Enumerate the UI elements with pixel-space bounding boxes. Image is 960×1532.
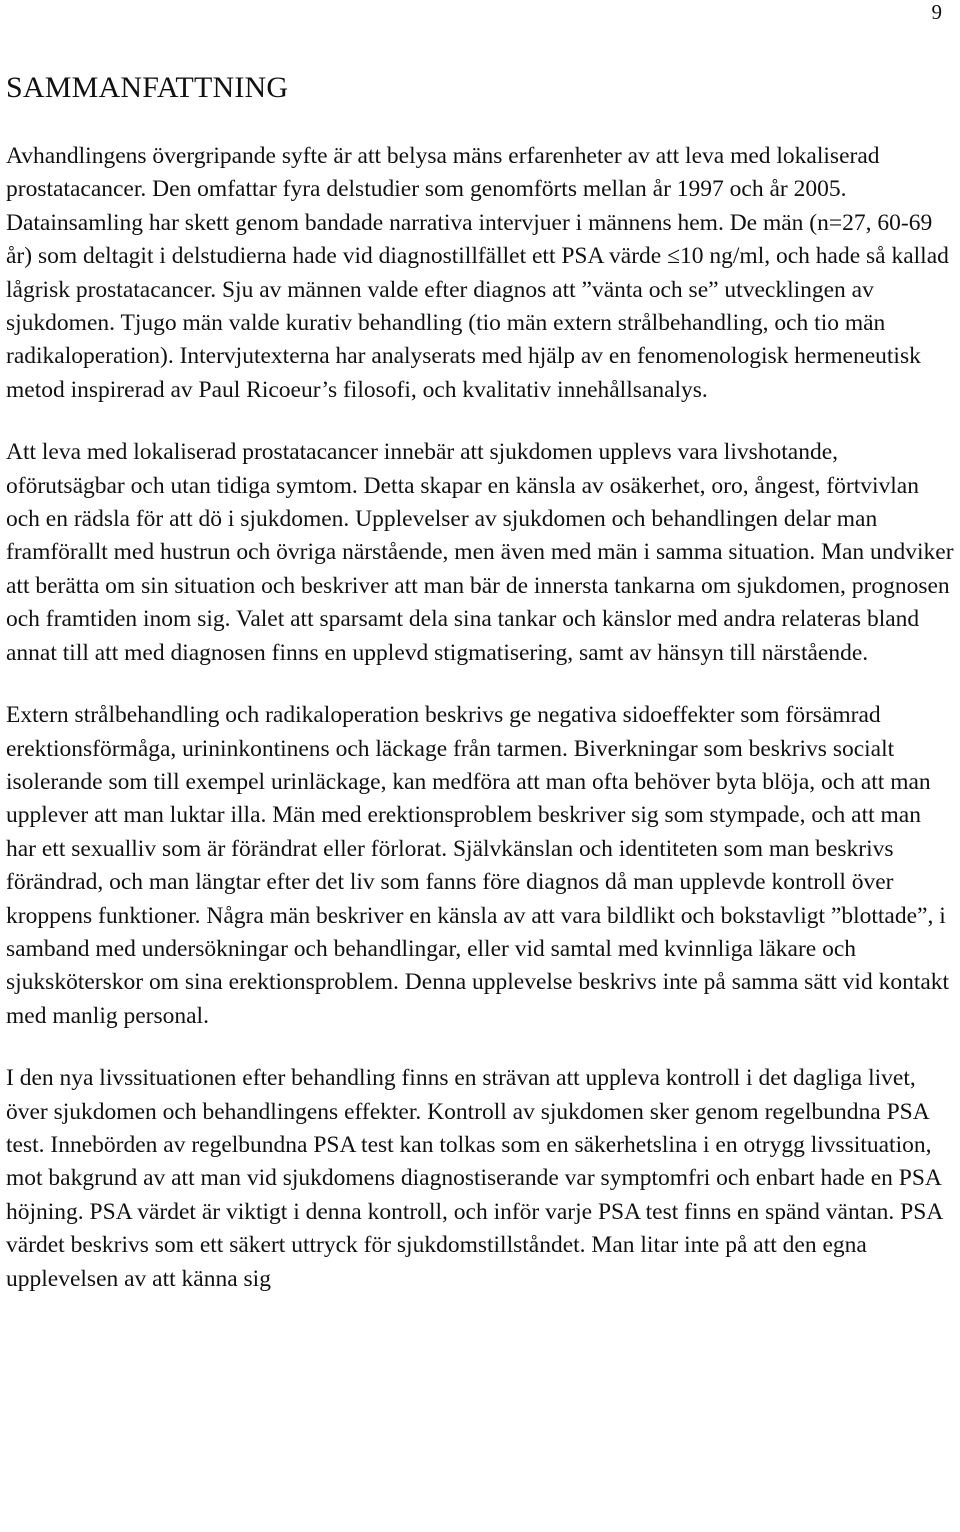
paragraph-1: Avhandlingens övergripande syfte är att belysa mäns erfarenheter av att leva med lokaliserad prostatacancer. Den omfattar fyra delstudier som genomförts mellan år 1997 och år 2005. Datainsamling har skett genom bandade narrativa intervjuer i männens hem. De män (n=27, 60-69 år) som deltagit i delstudierna hade vid diagnostillfället ett PSA värde ≤10 ng/ml, och hade så kallad lågrisk prostatacancer. Sju av männen valde efter diagnos att ”vänta och se” utvecklingen av sjukdomen. Tjugo män valde kurativ behandling (tio män extern strålbehandling, och tio män radikaloperation). Intervjutexterna har analyserats med hjälp av en fenomenologisk hermeneutisk metod inspirerad av Paul Ricoeur’s filosofi, och kvalitativ innehållsanalys. <box>6 143 949 403</box>
paragraph-4: I den nya livssituationen efter behandling finns en strävan att uppleva kontroll i det dagliga livet, över sjukdomen och behandlingens effekter. Kontroll av sjukdomen sker genom regelbundna PSA test. Innebörden av regelbundna PSA test kan tolkas som en säkerhetslina i en otrygg livssituation, mot bakgrund av att man vid sjukdomens diagnostiserande var symptomfri och enbart hade en PSA höjning. PSA värdet är viktigt i denna kontroll, och inför varje PSA test finns en spänd väntan. PSA värdet beskrivs som ett säkert uttryck för sjukdomstillståndet. Man litar inte på att den egna upplevelsen av att känna sig <box>6 1065 942 1292</box>
page-content <box>6 62 956 1325</box>
section-heading: SAMMANFATTNING <box>6 71 289 104</box>
page-number: 9 <box>931 0 942 24</box>
paragraph-3: Extern strålbehandling och radikaloperation beskrivs ge negativa sidoeffekter som försämrad erektionsförmåga, urininkontinens och läckage från tarmen. Biverkningar som beskrivs socialt isolerande som till exempel urinläckage, kan medföra att man ofta behöver byta blöja, och att man upplever att man luktar illa. Män med erektionsproblem beskriver sig som stympade, och att man har ett sexualliv som är förändrat eller förlorat. Självkänslan och identiteten som man beskrivs förändrad, och man längtar efter det liv som fanns före diagnos då man upplevde kontroll över kroppens funktioner. Några män beskriver en känsla av att vara bildlikt och bokstavligt ”blottade”, i samband med undersökningar och behandlingar, eller vid samtal med kvinnliga läkare och sjuksköterskor om sina erektionsproblem. Denna upplevelse beskrivs inte på samma sätt vid kontakt med manlig personal. <box>6 702 950 1029</box>
paragraph-2: Att leva med lokaliserad prostatacancer innebär att sjukdomen upplevs vara livshotande, oförutsägbar och utan tidiga symtom. Detta skapar en känsla av osäkerhet, oro, ångest, förtvivlan och en rädsla för att dö i sjukdomen. Upplevelser av sjukdomen och behandlingen delar man framförallt med hustrun och övriga närstående, men även med män i samma situation. Man undviker att berätta om sin situation och beskriver att man bär de innersta tankarna om sjukdomen, prognosen och framtiden inom sig. Valet att sparsamt dela sina tankar och känslor med andra relateras bland annat till att med diagnosen finns en upplevd stigmatisering, samt av hänsyn till närstående. <box>6 439 954 666</box>
